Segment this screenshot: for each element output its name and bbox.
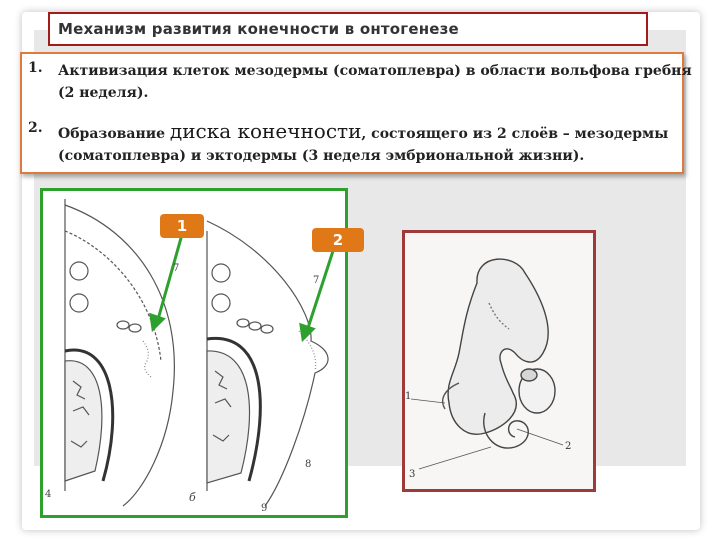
embryo-label: 3 [409,469,416,480]
figure-label: 4 [45,489,52,500]
text-segment: Образование [58,126,170,142]
figure-label: 7 [173,263,180,274]
slide-title-text: Механизм развития конечности в онтогенезе [58,20,459,38]
list-item-number: 1. [28,60,43,76]
embryo-label: 2 [565,441,572,452]
list-item-number: 2. [28,120,43,136]
arrow-head-1-icon [151,315,163,329]
list-item-line: (соматоплевра) и эктодермы (3 неделя эмбриональной жизни). [58,148,585,164]
arrow-stage-2 [307,251,333,331]
pointer-arrows [151,231,333,339]
embryo-figure [402,230,596,492]
figure-label: 8 [305,459,312,470]
embryo-drawing [405,233,593,489]
list-item-line: (2 неделя). [58,85,149,101]
figure-label: б [189,491,196,504]
list-item-line [58,120,668,145]
embryo-label: 1 [405,391,412,402]
emphasized-term: диска конечности [169,119,362,143]
list-item-text [58,60,692,104]
arrow-stage-1 [157,231,183,323]
text-segment: , состоящего из 2 слоёв – мезодермы [361,126,669,142]
figure-label: 7 [313,275,320,286]
list-item-line: Активизация клеток мезодермы (соматоплевра) в области вольфова гребня [58,63,692,79]
stage-1-badge: 1 [160,214,204,238]
stage-2-badge: 2 [312,228,364,252]
cross-section-drawing [43,191,345,515]
slide-title [48,12,648,46]
section-stage-1 [65,199,174,506]
text-block [20,52,692,174]
list-item-text [58,120,668,167]
figure-label: 9 [261,503,268,514]
